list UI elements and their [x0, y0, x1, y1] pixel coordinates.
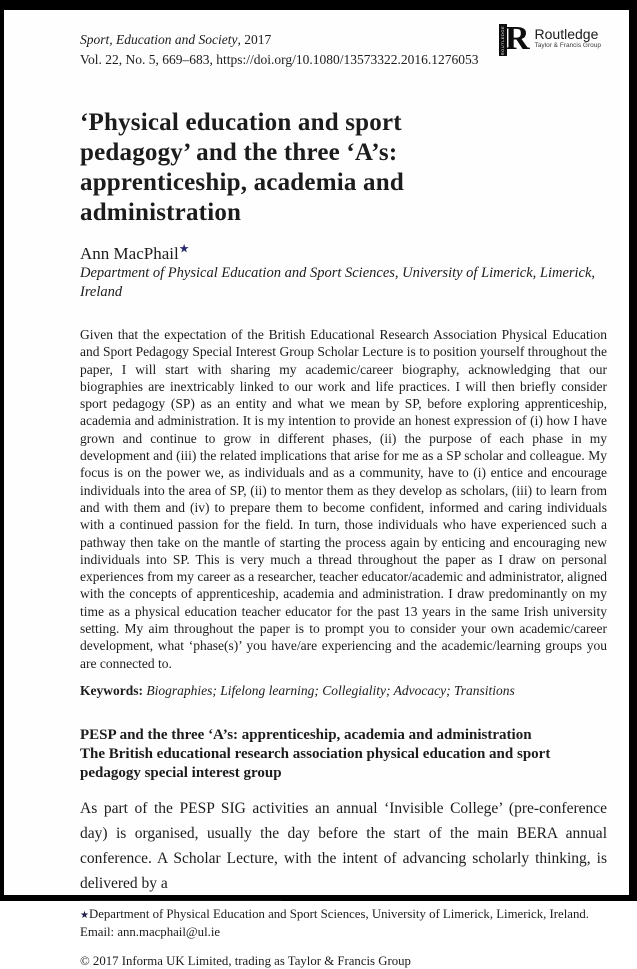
article-title-line-3: apprenticeship, academia and [80, 169, 404, 196]
footnote-star-icon: ★ [80, 909, 89, 921]
abstract-paragraph: Given that the expectation of the British Educational Research Association Physical Education and Sport Pedagogy Special Interest Group Scholar Lecture is to position yourself throughout the paper, I will start with sharing my academic/career biography, acknowledging that our biographies are inextricably linked to our work and life practices. I will then briefly consider sport pedagogy (SP) as an entity and what we mean by SP, before exploring apprenticeship, academia and administration. It is my intention to provide an honest expression of (i) how I have grown and continue to grow in different phases, (ii) the purpose of each phase in my development and (iii) the related implications that arise for me as a SP scholar and colleague. My focus is on the power we, as individuals and as a community, have to (i) entice and encourage individuals into the area of SP, (ii) to mentor them as they develop as scholars, (iii) to learn from and with them and (iv) to prepare them to become confident, informed and caring individuals with a continued passion for the field. In turn, those individuals who have experienced such a pathway then take on the mantle of starting the process again by enticing and encouraging new individuals into SP. This is very much a thread throughout the paper as I draw on personal experiences from my career as a researcher, teacher educator/academic and administrator, aligned with the concepts of apprenticeship, academia and administration. I draw predominantly on my time as a physical education teacher educator for the past 13 years in the same Irish university setting. My aim throughout the paper is to prompt you to consider your own academic/career development, what ‘phase(s)’ you have/are experiencing and the academic/learning groups you are connected to. [80, 327, 608, 671]
copyright-line: © 2017 Informa UK Limited, trading as Taylor & Francis Group [80, 953, 411, 968]
journal-issue-doi-line: Vol. 22, No. 5, 669–683, https://doi.org/10.1080/13573322.2016.1276053 [80, 52, 479, 67]
keywords-text: Biographies; Lifelong learning; Collegiality; Advocacy; Transitions [146, 682, 515, 698]
publisher-tagline: Taylor & Francis Group [534, 42, 601, 49]
section-heading-line-2: The British educational research association physical education and sport [80, 745, 551, 762]
section-heading-line-3: pedagogy special interest group [80, 764, 282, 781]
routledge-logo-vertical-text: ROUTLEDGE [500, 25, 506, 55]
author-name: Ann MacPhail★ [80, 241, 190, 263]
author-footnote-star-icon: ★ [178, 241, 190, 256]
article-title [80, 108, 607, 228]
page-content [4, 10, 629, 968]
publisher-name: Routledge [534, 26, 599, 42]
keywords-label: Keywords: [80, 682, 143, 698]
author-affiliation: Department of Physical Education and Sport Sciences, University of Limerick, Limerick, Ireland [80, 265, 596, 300]
publisher-name-block [535, 24, 601, 49]
section-heading-line-1: PESP and the three ‘A’s: apprenticeship, academia and administration [80, 726, 532, 743]
routledge-logo [499, 20, 601, 57]
page-header [80, 20, 607, 78]
journal-year: , 2017 [237, 32, 272, 47]
author-footnote [80, 906, 607, 941]
article-title-line-1: ‘Physical education and sport [80, 109, 402, 136]
footnote-divider [80, 900, 282, 901]
keywords-line [80, 683, 607, 699]
footnote-line-1: ★Department of Physical Education and Sport Sciences, University of Limerick, Limerick, Ireland. [80, 906, 589, 921]
article-title-line-4: administration [80, 199, 242, 226]
section-heading [80, 726, 607, 783]
routledge-r-icon [499, 20, 530, 57]
journal-name: Sport, Education and Society [80, 32, 238, 47]
body-paragraph: As part of the PESP SIG activities an annual ‘Invisible College’ (pre-conference day) is organised, usually the day before the start of the main BERA annual conference. A Scholar Lecture, with the intent of advancing scholarly thinking, is delivered by a [80, 799, 607, 892]
footnote-line-2: Email: ann.macphail@ul.ie [80, 924, 221, 939]
author-block [80, 243, 607, 302]
article-title-line-2: pedagogy’ and the three ‘A’s: [80, 139, 398, 166]
routledge-logo-letter: R [504, 20, 530, 57]
